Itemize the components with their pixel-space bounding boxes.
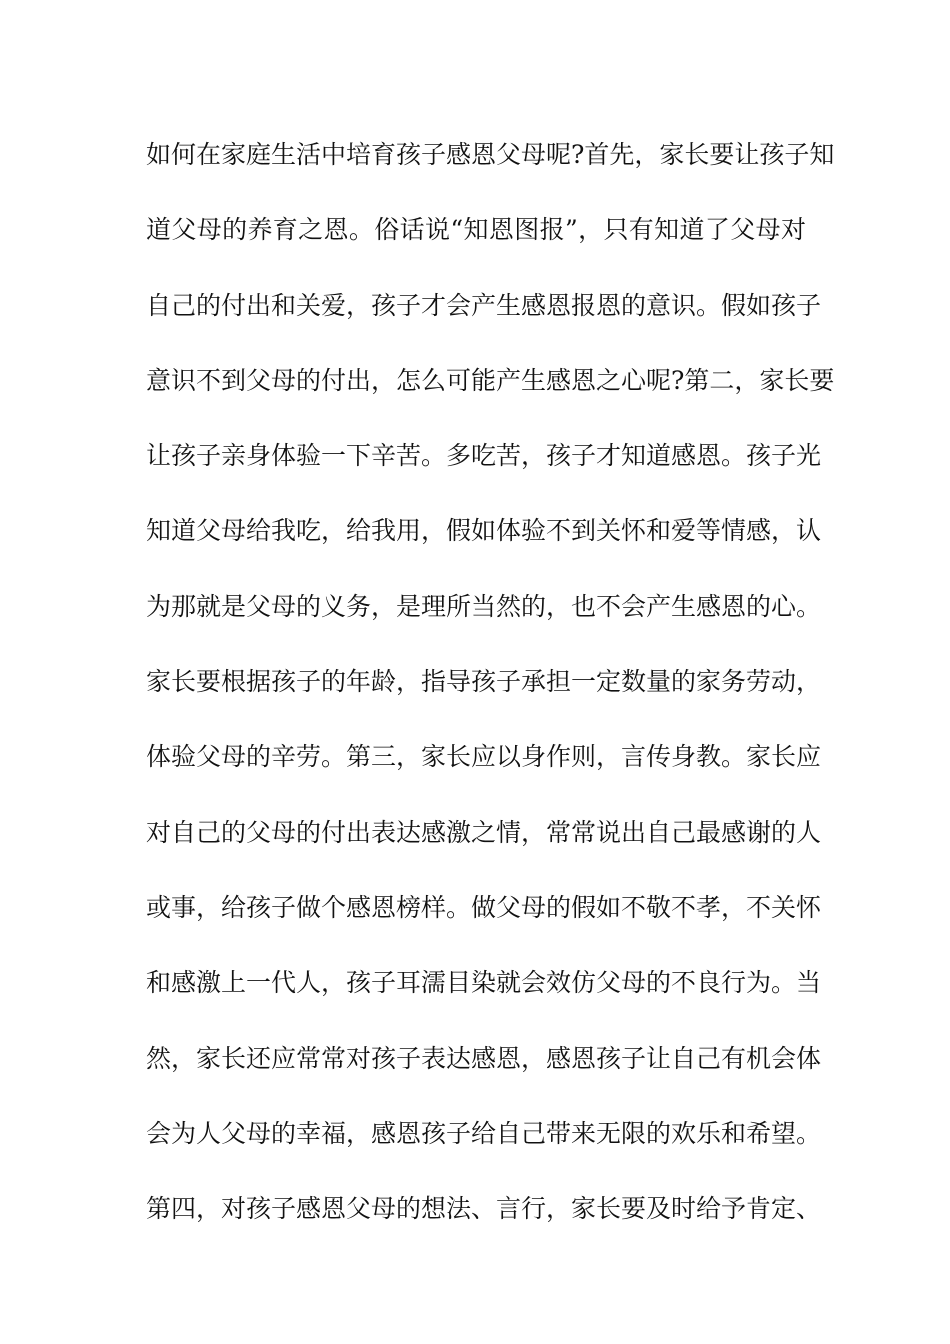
text-line: 道父母的养育之恩。俗话说“知恩图报”，只有知道了父母对 (146, 215, 806, 245)
text-line: 让孩子亲身体验一下辛苦。多吃苦，孩子才知道感恩。孩子光 (146, 441, 822, 471)
text-line: 或事，给孩子做个感恩榜样。做父母的假如不敬不孝，不关怀 (146, 892, 822, 922)
text-line: 家长要根据孩子的年龄，指导孩子承担一定数量的家务劳动， (146, 667, 822, 697)
text-line: 如何在家庭生活中培育孩子感恩父母呢?首先，家长要让孩子知 (146, 140, 835, 169)
text-line: 体验父母的辛劳。第三，家长应以身作则，言传身教。家长应 (146, 742, 822, 772)
body-paragraph (146, 128, 835, 1257)
text-line: 然，家长还应常常对孩子表达感恩，感恩孩子让自己有机会体 (146, 1043, 822, 1073)
text-line: 会为人父母的幸福，感恩孩子给自己带来无限的欢乐和希望。 (146, 1118, 822, 1148)
text-line: 知道父母给我吃，给我用，假如体验不到关怀和爱等情感，认 (146, 516, 822, 546)
text-line: 第四，对孩子感恩父母的想法、言行，家长要及时给予肯定、 (146, 1194, 822, 1224)
text-line: 为那就是父母的义务，是理所当然的，也不会产生感恩的心。 (146, 591, 822, 621)
text-line: 对自己的父母的付出表达感激之情，常常说出自己最感谢的人 (146, 817, 822, 847)
text-line: 自己的付出和关爱，孩子才会产生感恩报恩的意识。假如孩子 (146, 290, 822, 320)
text-line: 意识不到父母的付出，怎么可能产生感恩之心呢?第二，家长要 (146, 365, 835, 395)
text-line: 和感激上一代人，孩子耳濡目染就会效仿父母的不良行为。当 (146, 968, 822, 998)
